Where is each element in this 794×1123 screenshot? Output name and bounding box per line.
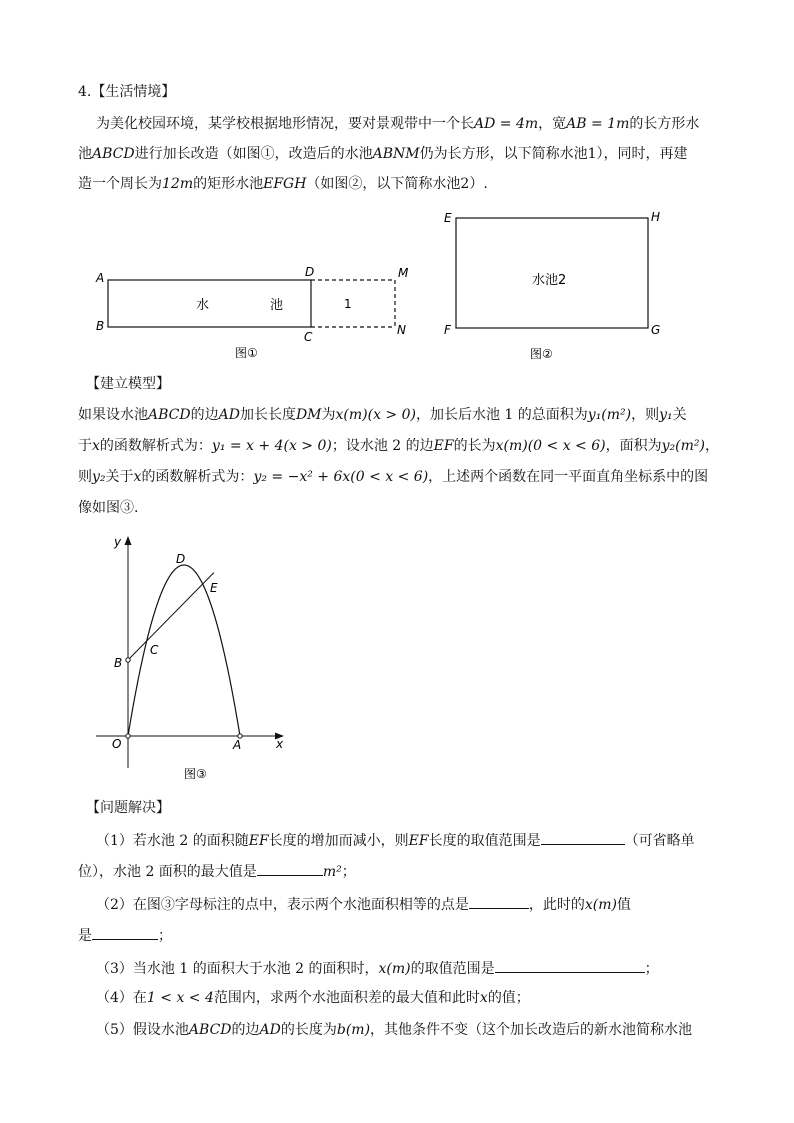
intro-line-2: 池ABCD进行加长改造（如图①，改造后的水池ABNM仍为长方形，以下简称水池1），同时，再建: [78, 146, 688, 162]
intro-line-1: 为美化校园环境，某学校根据地形情况，要对景观带中一个长AD = 4m，宽AB = 1m的长方形水: [96, 116, 700, 132]
section-title-model: 【建立模型】: [86, 376, 170, 392]
label-E: E: [210, 581, 218, 595]
question-5: （5）假设水池ABCD的边AD的长度为b(m)，其他条件不变（这个加长改造后的新水池简称水池: [96, 1022, 693, 1038]
label-G: G: [651, 323, 661, 337]
label-O: O: [112, 737, 122, 751]
figure-3: [90, 528, 300, 784]
parabola-y2: [128, 565, 240, 736]
label-A: A: [96, 271, 105, 285]
question-1-line-1: （1）若水池 2 的面积随EF长度的增加而减小，则EF长度的取值范围是 （可省略单: [96, 830, 695, 851]
answer-blank-q3-range[interactable]: [495, 958, 645, 973]
model-line-1: 如果设水池ABCD的边AD加长长度DM为x(m)(x > 0)，加长后水池 1 的总面积为y₁(m²)，则y₁关: [78, 407, 687, 423]
label-B: B: [96, 319, 105, 333]
label-y-axis: y: [114, 535, 122, 549]
figure-1: [90, 258, 420, 362]
question-2-line-1: （2）在图③字母标注的点中，表示两个水池面积相等的点是 ，此时的x(m)值: [96, 894, 631, 915]
answer-blank-q2-point[interactable]: [469, 894, 529, 909]
label-B: B: [114, 656, 123, 670]
question-1-line-2: 位），水池 2 面积的最大值是 m²；: [78, 861, 356, 882]
problem-header: 4.【生活情境】: [78, 84, 176, 100]
text-pool: 池: [270, 298, 284, 313]
answer-blank-q2-x[interactable]: [92, 925, 158, 940]
question-2-line-2: 是 ；: [78, 925, 172, 946]
intro-line-3: 造一个周长为12m的矩形水池EFGH（如图②，以下简称水池2）.: [78, 176, 488, 192]
section-title-context: 【生活情境】: [91, 84, 176, 100]
label-C: C: [150, 643, 159, 657]
answer-blank-q1-range[interactable]: [541, 830, 625, 845]
model-line-4: 像如图③.: [78, 500, 139, 516]
figure-1-caption: 图①: [235, 346, 258, 360]
figure-2-caption: 图②: [530, 347, 553, 361]
line-y1: [128, 573, 214, 660]
y-axis-arrow: [125, 536, 132, 545]
label-M: M: [398, 266, 409, 280]
label-A: A: [233, 738, 242, 752]
problem-number: 4: [78, 84, 87, 100]
model-line-2: 于x的函数解析式为：y₁ = x + 4(x > 0)；设水池 2 的边EF的长为x(m)(0 < x < 6)，面积为y₂(m²)，: [78, 438, 719, 454]
label-H: H: [651, 210, 661, 224]
label-D: D: [176, 552, 186, 566]
answer-blank-q1-max[interactable]: [257, 861, 323, 876]
text-water: 水: [196, 298, 210, 313]
text-pool-2: 水池2: [532, 273, 567, 288]
section-title-solve: 【问题解决】: [86, 800, 170, 816]
figure-2: [438, 206, 668, 364]
question-3: （3）当水池 1 的面积大于水池 2 的面积时，x(m)的取值范围是 ；: [96, 958, 659, 979]
label-F: F: [444, 323, 451, 337]
question-4: （4）在1 < x < 4范围内，求两个水池面积差的最大值和此时x的值；: [96, 990, 530, 1006]
figure-3-caption: 图③: [184, 767, 207, 781]
point-B: [126, 658, 130, 662]
point-O: [126, 734, 130, 738]
label-x-axis: x: [276, 737, 284, 751]
label-E: E: [444, 211, 452, 225]
label-D: D: [305, 265, 315, 279]
model-line-3: 则y₂关于x的函数解析式为：y₂ = −x² + 6x(0 < x < 6)，上述两个函数在同一平面直角坐标系中的图: [78, 469, 709, 485]
text-one: 1: [344, 297, 352, 311]
label-C: C: [304, 330, 313, 344]
label-N: N: [397, 323, 406, 337]
